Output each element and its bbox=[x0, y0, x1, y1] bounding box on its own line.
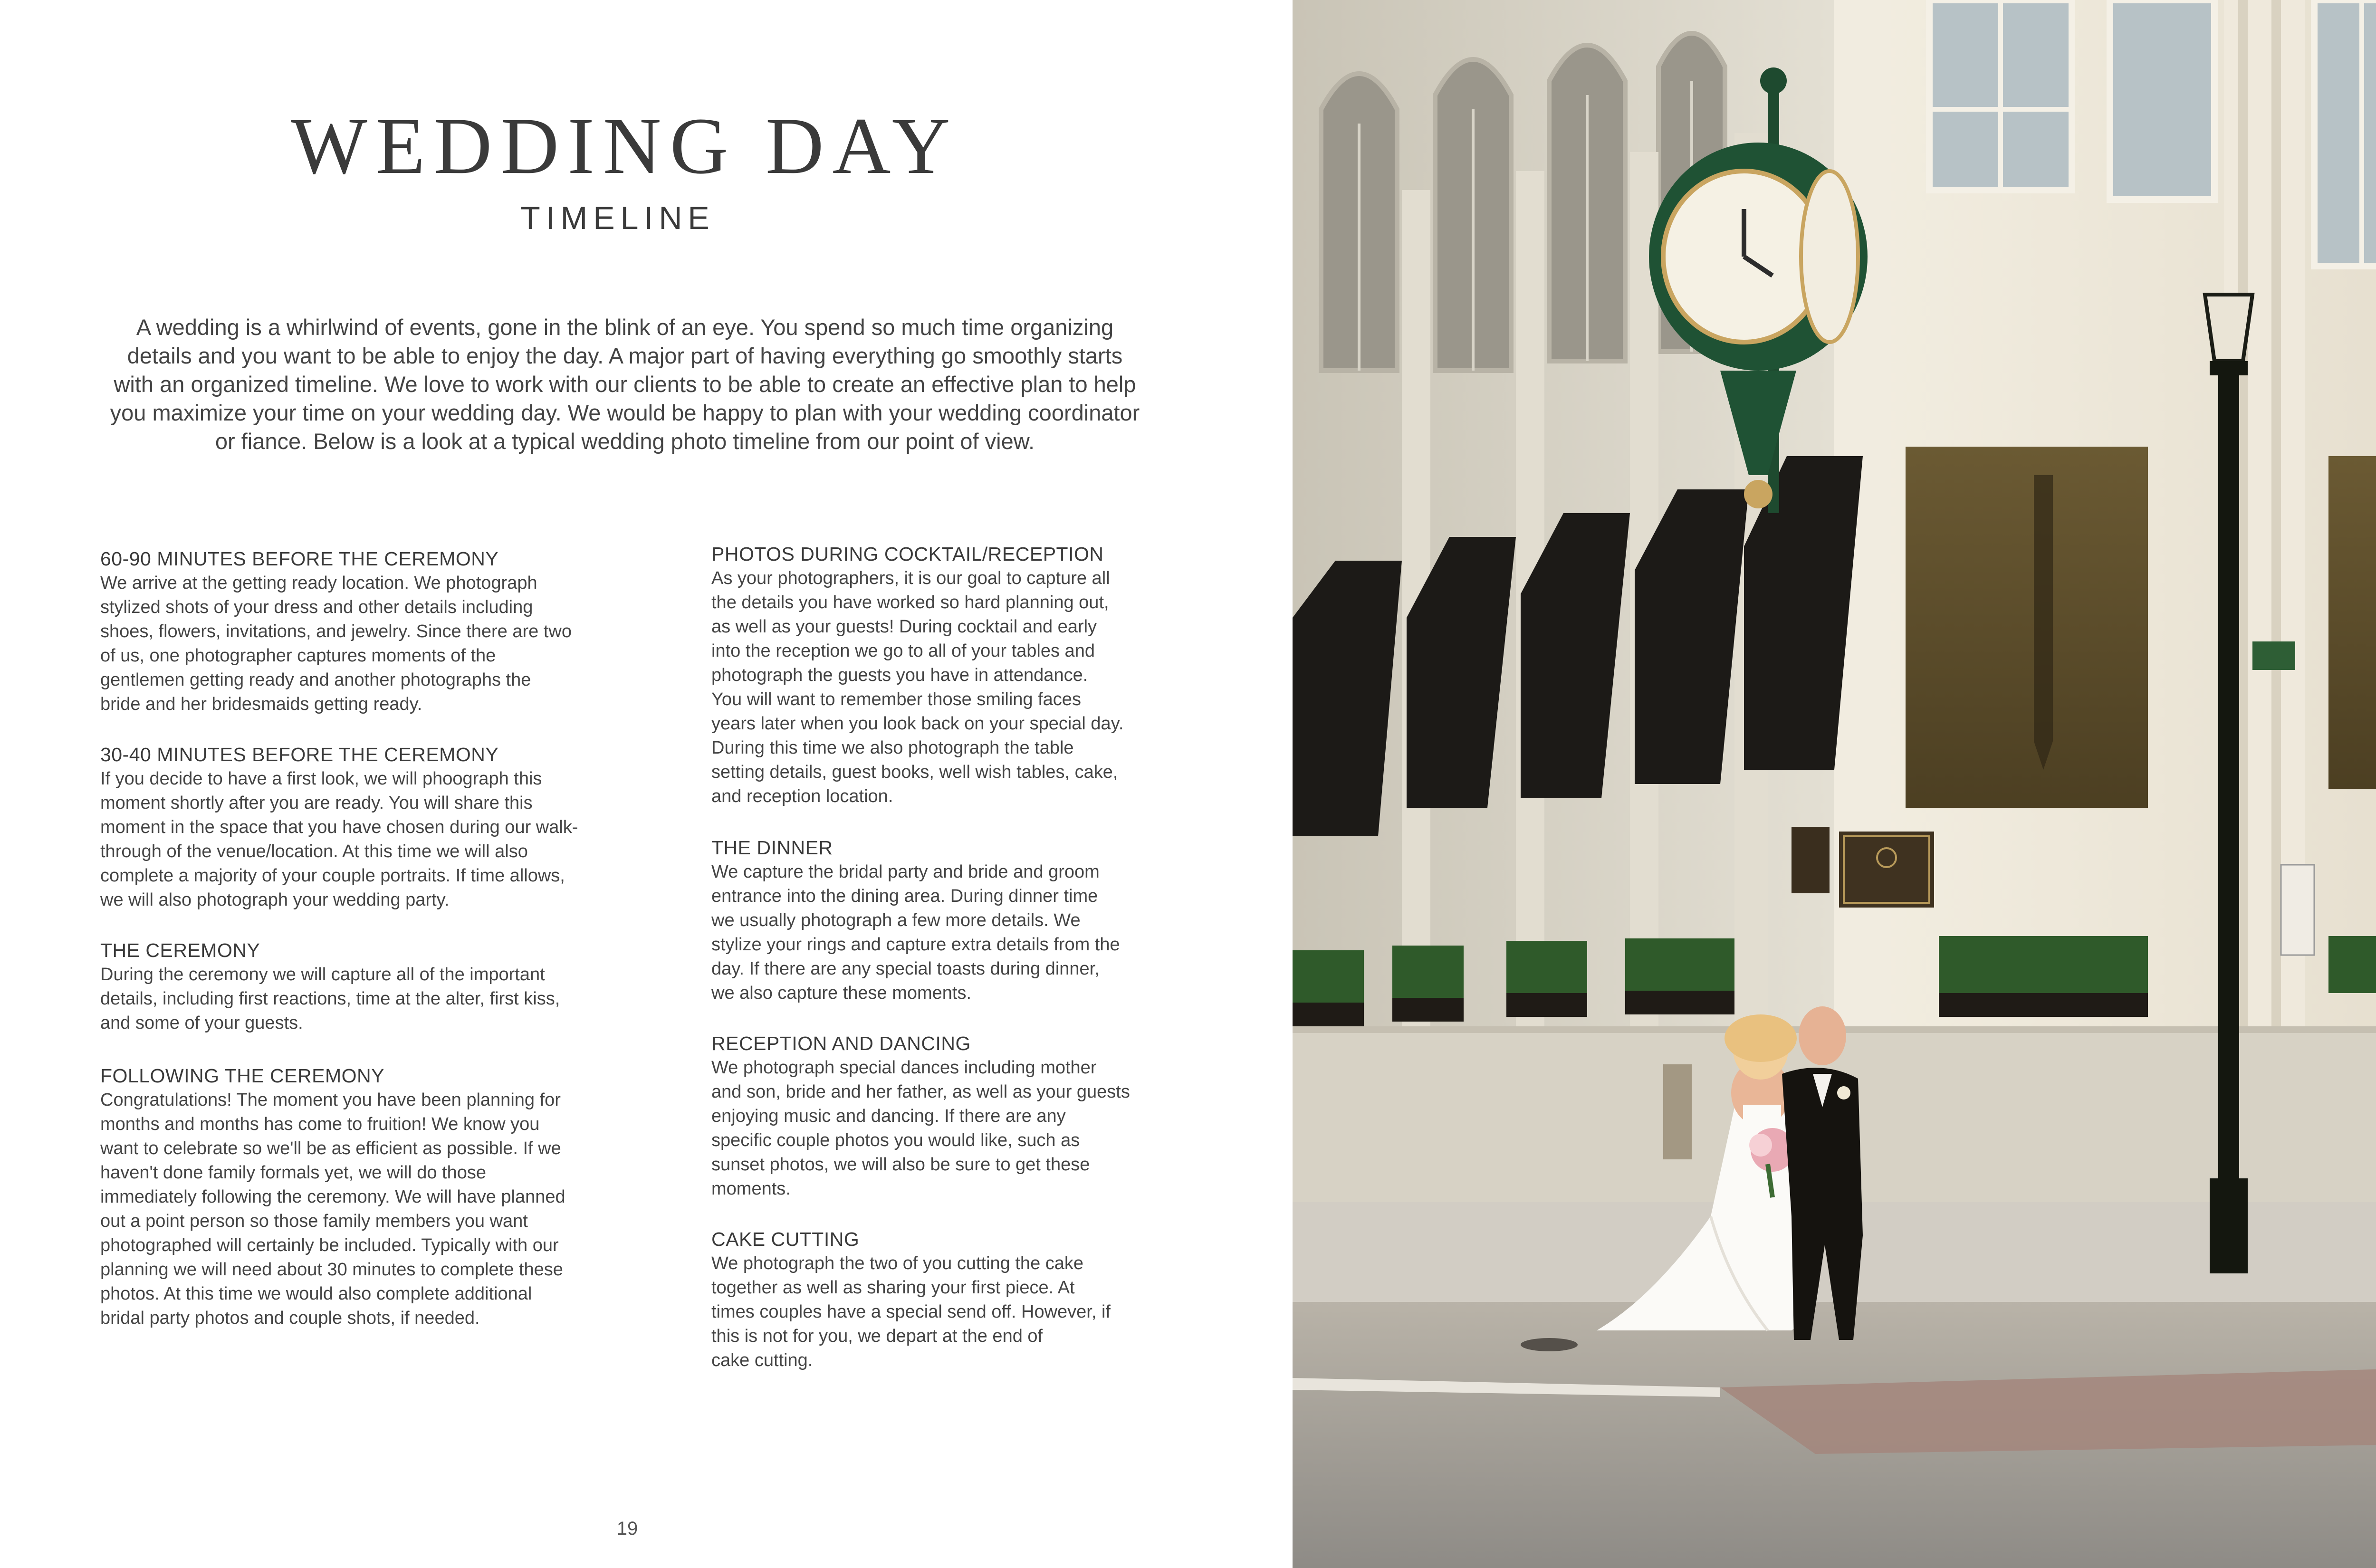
timeline-section bbox=[100, 1063, 623, 1330]
section-body: Congratulations! The moment you have been planning for months and months has come to fruition! We know you want to celebrate so we'll be as efficient as possible. If we haven't done family formals yet, we will do those immediately following the ceremony. We will have planned out a point person so those family members you want photographed will certainly be included. Typically with our planning we will need about 30 minutes to complete these photos. At this time we would also complete additional bridal party photos and couple shots, if needed. bbox=[100, 1090, 565, 1328]
section-body: We arrive at the getting ready location. We photograph stylized shots of your dress and other details including shoes, flowers, invitations, and jewelry. Since there are two of us, one photographer captures moments of the gentlemen getting ready and another photographs the bride and her bridesmaids getting ready. bbox=[100, 573, 572, 714]
timeline-section bbox=[100, 742, 623, 912]
awning bbox=[1906, 447, 2148, 808]
franklin-plaza-plaque bbox=[1839, 832, 1934, 908]
page-subtitle: TIMELINE bbox=[520, 200, 715, 236]
intro-paragraph: A wedding is a whirlwind of events, gone in the blink of an eye. You spend so much time organizing details and you want to be able to enjoy the day. A major part of having everything go smoothly starts with an organized timeline. We love to work with our clients to be able to create an effective plan to help you maximize your time on your wedding day. We would be happy to plan with your wedding coordinator or fiance. Below is a look at a typical wedding photo timeline from our point of view. bbox=[110, 315, 1140, 454]
section-body: As your photographers, it is our goal to capture all the details you have worked so hard planning out, as well as your guests! During cocktail and early into the reception we go to all of your tables and photograph the guests you have in attendance. You will want to remember those smiling faces years later when you look back on your special day. During this time we also photograph the table setting details, guest books, well wish tables, cake, and reception location. bbox=[711, 568, 1124, 806]
section-heading: THE DINNER bbox=[711, 837, 833, 859]
section-heading: RECEPTION AND DANCING bbox=[711, 1033, 971, 1054]
section-body: We photograph special dances including mother and son, bride and her father, as well as your guests enjoying music and dancing. If there are any specific couple photos you would like, such as sunset photos, we will also be sure to get these moments. bbox=[711, 1058, 1130, 1199]
timeline-section bbox=[711, 1227, 1234, 1373]
page-title: WEDDING DAY bbox=[291, 101, 959, 191]
section-heading: CAKE CUTTING bbox=[711, 1228, 860, 1250]
section-body: During the ceremony we will capture all of the important details, including first reactions, time at the alter, first kiss, and some of your guests. bbox=[100, 965, 560, 1033]
page-number: 19 bbox=[616, 1518, 638, 1539]
timeline-section bbox=[100, 938, 623, 1035]
section-body: We capture the bridal party and bride and groom entrance into the dining area. During dinner time we usually photograph a few more details. We stylize your rings and capture extra details from the day. If there are any special toasts during dinner, we also capture these moments. bbox=[711, 862, 1120, 1003]
section-heading: 60-90 MINUTES BEFORE THE CEREMONY bbox=[100, 548, 499, 570]
timeline-section bbox=[711, 1031, 1234, 1201]
wedding-couple-photo bbox=[1293, 0, 2376, 1568]
section-heading: FOLLOWING THE CEREMONY bbox=[100, 1065, 384, 1087]
timeline-section bbox=[711, 835, 1234, 1005]
timeline-section bbox=[100, 546, 623, 717]
section-heading: THE CEREMONY bbox=[100, 939, 260, 961]
section-heading: PHOTOS DURING COCKTAIL/RECEPTION bbox=[711, 543, 1104, 565]
section-body: If you decide to have a first look, we will phoograph this moment shortly after you are ready. You will share this moment in the space that you have chosen during our walk- through of the venue/location. At this time we will also complete a majority of your couple portraits. If time allows, we will also photograph your wedding party. bbox=[100, 769, 578, 910]
section-heading: 30-40 MINUTES BEFORE THE CEREMONY bbox=[100, 744, 499, 765]
section-body: We photograph the two of you cutting the cake together as well as sharing your first piece. At times couples have a special send off. However, if this is not for you, we depart at the end of cake cutting. bbox=[711, 1253, 1111, 1370]
timeline-section bbox=[711, 542, 1234, 809]
